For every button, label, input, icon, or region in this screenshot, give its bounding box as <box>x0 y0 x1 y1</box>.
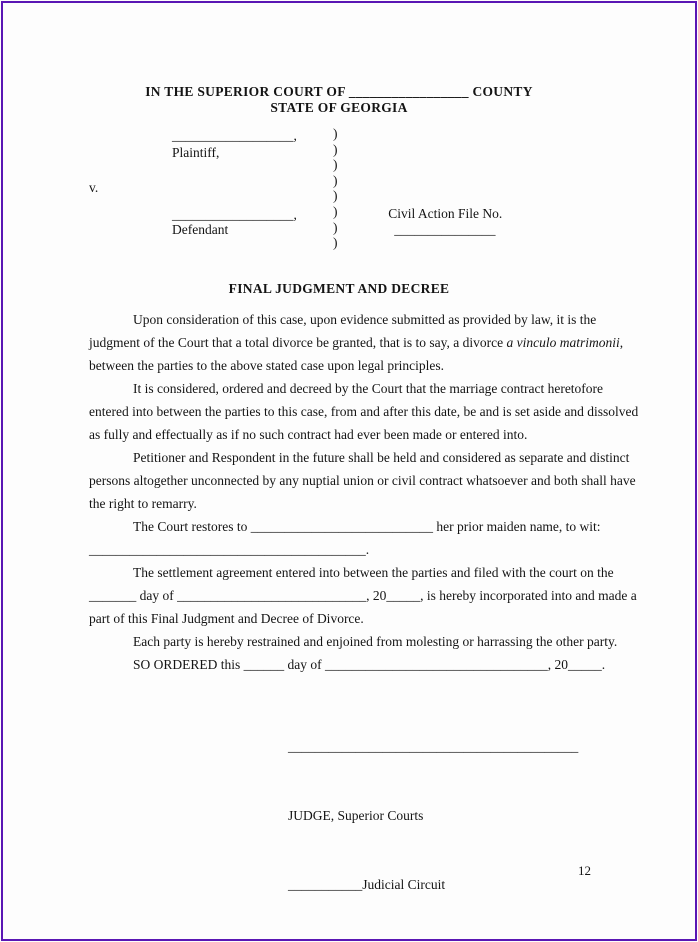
court-header-line: IN THE SUPERIOR COURT OF _________________ COUNTY <box>145 84 533 99</box>
defendant-label: Defendant <box>172 222 229 237</box>
paragraph-maiden-name: The Court restores to ___________________________ her prior maiden name, to wit: _________________________________________. <box>89 519 601 557</box>
caption-paren: ) <box>333 188 338 204</box>
versus-label: v. <box>89 180 99 195</box>
document-title: FINAL JUDGMENT AND DECREE <box>228 281 450 296</box>
caption-paren: ) <box>333 219 338 235</box>
paragraph-divorce-granted-text: Upon consideration of this case, upon evidence submitted as provided by law, it is the judgment of the Court that a total divorce be granted, that is to say, a divorce <box>89 312 597 350</box>
caption-paren: ) <box>333 203 338 219</box>
latin-phrase-italic: a vinculo matrimonii <box>506 335 620 350</box>
judicial-circuit-line <box>288 873 578 896</box>
caption-paren: ) <box>333 172 338 188</box>
document-body <box>89 308 639 676</box>
judge-title: JUDGE, Superior Courts <box>288 808 424 823</box>
paragraph-so-ordered: SO ORDERED this ______ day of _________________________________, 20_____. <box>133 657 606 672</box>
civil-action-label: Civil Action File No. <box>388 206 503 221</box>
plaintiff-name-blank: __________________, <box>172 128 297 143</box>
paragraph-restraint: Each party is hereby restrained and enjoined from molesting or harrassing the other party. <box>133 634 618 649</box>
court-header <box>89 84 589 116</box>
paren-column <box>333 126 338 251</box>
caption-paren: ) <box>333 126 338 141</box>
paragraph-divorce-granted-end: , between the parties to the above stated case upon legal principles. <box>89 335 624 373</box>
defendant-name-blank: __________________, <box>172 207 297 222</box>
civil-action-file-no <box>368 190 502 254</box>
civil-action-blank: _______________ <box>394 222 496 237</box>
judicial-circuit-label: Judicial Circuit <box>362 877 446 892</box>
caption-paren: ) <box>333 141 338 157</box>
state-line: STATE OF GEORGIA <box>270 100 408 115</box>
judge-signature-line: ___________________________________________ <box>288 739 579 754</box>
page-number: 12 <box>578 863 591 878</box>
caption-paren: ) <box>333 157 338 173</box>
paragraph-divorce-granted <box>89 308 639 377</box>
judicial-circuit-blank: ___________ <box>288 877 363 892</box>
caption-paren: ) <box>333 235 338 251</box>
paragraph-settlement-agreement: The settlement agreement entered into between the parties and filed with the court on the _______ day of ____________________________, 20_____, is hereby incorporated into and made a part of this Final Judgment and Decree of Divorce. <box>89 565 637 626</box>
paragraph-marriage-contract: It is considered, ordered and decreed by the Court that the marriage contract heretofore entered into between the parties to this case, from and after this date, be and is set aside and dissolved as fully and effectually as if no such contract had ever been made or entered into. <box>89 381 639 442</box>
paragraph-separate-persons: Petitioner and Respondent in the future shall be held and considered as separate and distinct persons altogether unconnected by any nuptial union or civil contract whatsoever and both shall have the right to remarry. <box>89 450 636 511</box>
plaintiff-label: Plaintiff, <box>172 145 220 160</box>
case-caption <box>89 128 649 260</box>
signature-block <box>288 689 578 942</box>
